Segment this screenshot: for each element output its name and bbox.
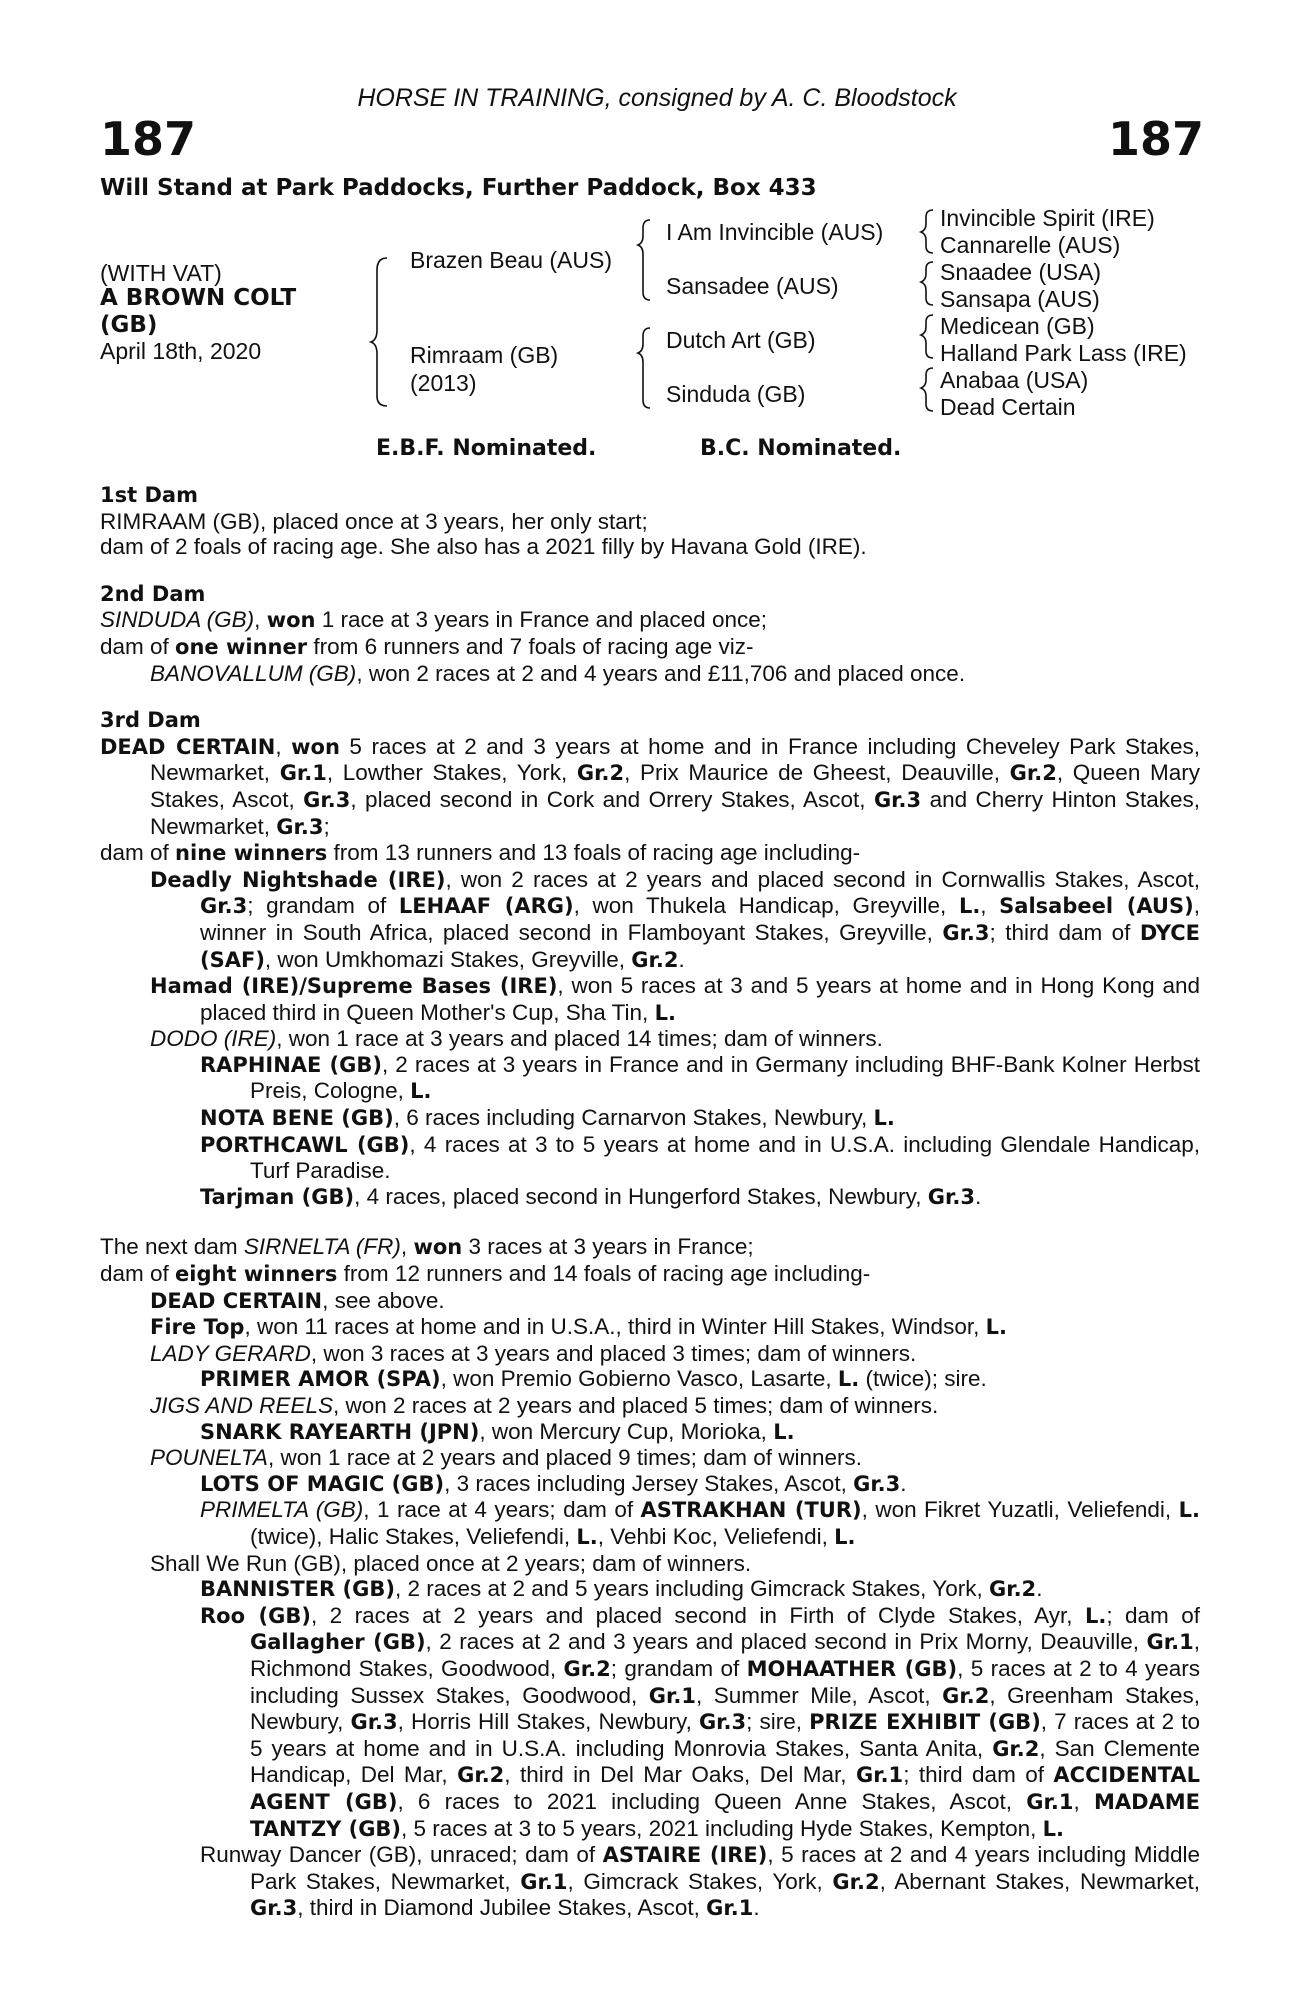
entry: SNARK RAYEARTH (JPN), won Mercury Cup, Morioka, L. bbox=[200, 1418, 795, 1444]
gg-2: Cannarelle (AUS) bbox=[940, 232, 1121, 258]
entry: dam of eight winners from 12 runners and 14 foals of racing age including- bbox=[100, 1261, 871, 1287]
entry: RIMRAAM (GB), placed once at 3 years, her only start; bbox=[100, 508, 648, 534]
gg-8: Dead Certain bbox=[940, 394, 1076, 420]
brace-g12 bbox=[921, 210, 933, 253]
dam-line-body bbox=[100, 483, 1200, 1922]
entry: BANOVALLUM (GB), won 2 races at 2 and 4 years and £11,706 and placed once. bbox=[150, 660, 966, 686]
entry: BANNISTER (GB), 2 races at 2 and 5 years including Gimcrack Stakes, York, Gr.2. bbox=[200, 1576, 1043, 1602]
gg-4: Sansapa (AUS) bbox=[940, 286, 1100, 312]
horse-country: (GB) bbox=[100, 312, 158, 338]
entry: SINDUDA (GB), won 1 race at 3 years in France and placed once; bbox=[100, 607, 767, 633]
entry: PRIMER AMOR (SPA), won Premio Gobierno Vasco, Lasarte, L. (twice); sire. bbox=[200, 1366, 987, 1392]
section-third-dam: 3rd Dam bbox=[100, 708, 201, 733]
entry: dam of one winner from 6 runners and 7 foals of racing age viz- bbox=[100, 633, 754, 659]
entry: The next dam SIRNELTA (FR), won 3 races at 3 years in France; bbox=[100, 1234, 754, 1260]
entry: Deadly Nightshade (IRE), won 2 races at 2 years and placed second in Cornwallis Stakes, Ascot, Gr.3; grandam of LEHAAF (ARG), won Thukela Handicap, Greyville, L., Salsabeel (AUS), winner in South Africa, placed second in Flamboyant Stakes, Greyville, Gr.3; third dam of DYCE (SAF), won Umkhomazi Stakes, Greyville, Gr.2. bbox=[150, 866, 1201, 972]
entry: Tarjman (GB), 4 races, placed second in Hungerford Stakes, Newbury, Gr.3. bbox=[200, 1183, 982, 1209]
section-first-dam: 1st Dam bbox=[100, 483, 198, 507]
sire-sire: I Am Invincible (AUS) bbox=[666, 219, 884, 245]
entry: DEAD CERTAIN, won 5 races at 2 and 3 years at home and in France including Cheveley Park Stakes, Newmarket, Gr.1, Lowther Stakes, York, Gr.2, Prix Maurice de Gheest, Deauville, Gr.2, Queen Mary Stakes, Ascot, Gr.3, placed second in Cork and Orrery Stakes, Ascot, Gr.3 and Cherry Hinton Stakes, Newmarket, Gr.3; bbox=[100, 733, 1200, 839]
entry: Fire Top, won 11 races at home and in U.S.A., third in Winter Hill Stakes, Windsor, L. bbox=[150, 1314, 1007, 1340]
entry: Roo (GB), 2 races at 2 years and placed second in Firth of Clyde Stakes, Ayr, L.; dam of Gallagher (GB), 2 races at 2 and 3 years and placed second in Prix Morny, Deauville, Gr.1, Richmond Stakes, Goodwood, Gr.2; grandam of MOHAATHER (GB), 5 races at 2 to 4 years including Sussex Stakes, Goodwood, Gr.1, Summer Mile, Ascot, Gr.2, Greenham Stakes, Newbury, Gr.3, Horris Hill Stakes, Newbury, Gr.3; sire, PRIZE EXHIBIT (GB), 7 races at 2 to 5 years at home and in U.S.A. including Monrovia Stakes, Santa Anita, Gr.2, San Clemente Handicap, Del Mar, Gr.2, third in Del Mar Oaks, Del Mar, Gr.1; third dam of ACCIDENTAL AGENT (GB), 6 races to 2021 including Queen Anne Stakes, Ascot, Gr.1, MADAME TANTZY (GB), 5 races at 3 to 5 years, 2021 including Hyde Stakes, Kempton, L. bbox=[200, 1602, 1201, 1841]
entry: dam of nine winners from 13 runners and 13 foals of racing age including- bbox=[100, 840, 861, 866]
gg-5: Medicean (GB) bbox=[940, 313, 1095, 339]
section-second-dam: 2nd Dam bbox=[100, 581, 206, 606]
brace-g78 bbox=[921, 368, 933, 411]
entry: PORTHCAWL (GB), 4 races at 3 to 5 years at home and in U.S.A. including Glendale Handicap, Turf Paradise. bbox=[200, 1131, 1200, 1184]
entry: Runway Dancer (GB), unraced; dam of ASTAIRE (IRE), 5 races at 2 and 4 years including Middle Park Stakes, Newmarket, Gr.1, Gimcrack Stakes, York, Gr.2, Abernant Stakes, Newmarket, Gr.3, third in Diamond Jubilee Stakes, Ascot, Gr.1. bbox=[200, 1842, 1200, 1921]
dam-year: (2013) bbox=[410, 370, 477, 396]
catalogue-header: HORSE IN TRAINING, consigned by A. C. Bloodstock bbox=[357, 84, 957, 112]
vat-label: (WITH VAT) bbox=[100, 260, 222, 286]
gg-6: Halland Park Lass (IRE) bbox=[940, 340, 1187, 366]
entry: RAPHINAE (GB), 2 races at 3 years in France and in Germany including BHF-Bank Kolner Herbst Preis, Cologne, L. bbox=[200, 1051, 1201, 1104]
foaling-date: April 18th, 2020 bbox=[100, 338, 262, 364]
ebf-nomination: E.B.F. Nominated. bbox=[376, 436, 597, 461]
horse-description: A BROWN COLT bbox=[100, 285, 297, 311]
entry: JIGS AND REELS, won 2 races at 2 years and placed 5 times; dam of winners. bbox=[150, 1393, 939, 1418]
dam-dam: Sinduda (GB) bbox=[666, 381, 806, 407]
entry: DEAD CERTAIN, see above. bbox=[150, 1287, 445, 1313]
lot-number-right: 187 bbox=[1107, 112, 1204, 166]
dam-name: Rimraam (GB) bbox=[410, 342, 559, 368]
sire-name: Brazen Beau (AUS) bbox=[410, 247, 612, 273]
brace-parents bbox=[371, 258, 387, 406]
entry: Shall We Run (GB), placed once at 2 years; dam of winners. bbox=[150, 1550, 752, 1576]
sire-dam: Sansadee (AUS) bbox=[666, 273, 839, 299]
brace-sire bbox=[638, 220, 650, 300]
brace-g34 bbox=[921, 262, 933, 305]
entry: POUNELTA, won 1 race at 2 years and placed 9 times; dam of winners. bbox=[150, 1445, 863, 1471]
gg-1: Invincible Spirit (IRE) bbox=[940, 205, 1155, 231]
stand-location: Will Stand at Park Paddocks, Further Paddock, Box 433 bbox=[100, 175, 817, 201]
brace-dam bbox=[638, 328, 650, 408]
brace-g56 bbox=[921, 315, 933, 358]
entry: PRIMELTA (GB), 1 race at 4 years; dam of ASTRAKHAN (TUR), won Fikret Yuzatli, Veliefendi, L. (twice), Halic Stakes, Veliefendi, L., Vehbi Koc, Veliefendi, L. bbox=[200, 1497, 1200, 1549]
gg-3: Snaadee (USA) bbox=[940, 259, 1102, 285]
entry: LADY GERARD, won 3 races at 3 years and placed 3 times; dam of winners. bbox=[150, 1340, 917, 1366]
entry: NOTA BENE (GB), 6 races including Carnarvon Stakes, Newbury, L. bbox=[200, 1105, 895, 1131]
lot-number-left: 187 bbox=[100, 112, 197, 166]
entry: dam of 2 foals of racing age. She also has a 2021 filly by Havana Gold (IRE). bbox=[100, 534, 867, 560]
entry: Hamad (IRE)/Supreme Bases (IRE), won 5 races at 3 and 5 years at home and in Hong Kong and placed third in Queen Mother's Cup, Sha Tin, L. bbox=[150, 973, 1200, 1025]
gg-7: Anabaa (USA) bbox=[940, 367, 1089, 393]
dam-sire: Dutch Art (GB) bbox=[666, 327, 816, 353]
bc-nomination: B.C. Nominated. bbox=[700, 436, 902, 461]
entry: LOTS OF MAGIC (GB), 3 races including Jersey Stakes, Ascot, Gr.3. bbox=[200, 1470, 907, 1496]
entry: DODO (IRE), won 1 race at 3 years and placed 14 times; dam of winners. bbox=[150, 1026, 883, 1052]
